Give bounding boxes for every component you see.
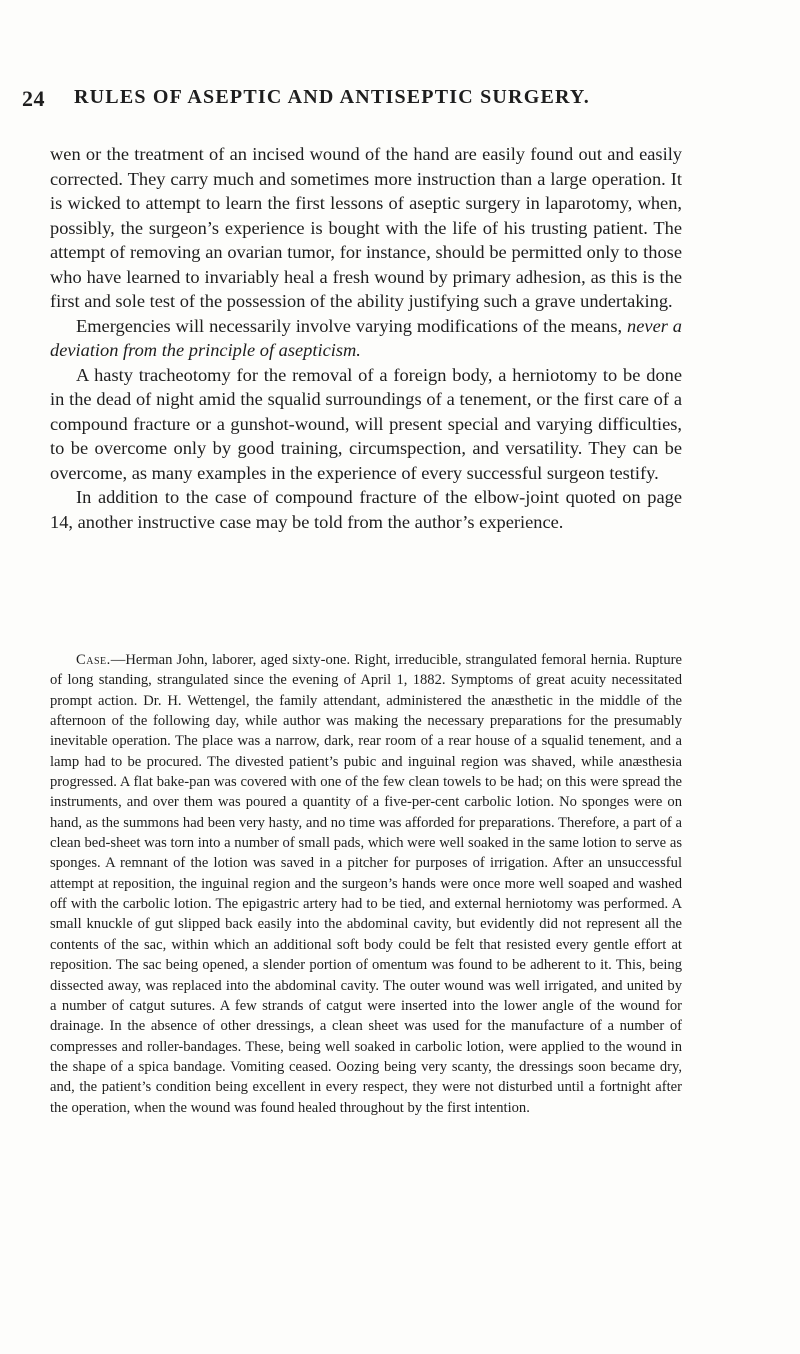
case-report [50,650,682,1118]
paragraph-addition: In addition to the case of compound fracture of the elbow-joint quoted on page 14, another instructive case may be told from the author’s experience. [50,487,682,532]
emphasized-text: never a deviation from the principle of asepticism. [50,315,682,360]
case-label: Case. [76,652,111,668]
page-number: 24 [22,86,45,111]
case-text: —Herman John, laborer, aged sixty-one. Right, irreducible, strangulated femoral hernia. Rupture of long standing, strangulated since the evening of April 1, 1882. Symptoms of great acuity necessitated prompt action. Dr. H. Wettengel, the family attendant, administered the anæsthetic in the middle of the afternoon of the following day, while author was making the necessary preparations for the presumably inevitable operation. The place was a narrow, dark, rear room of a rear house of a squalid tenement, and a lamp had to be procured. The divested patient’s pubic and inguinal region was shaved, while anæsthesia progressed. A flat bake-pan was covered with one of the few clean towels to be had; on this were spread the instruments, and over them was poured a quantity of a five-per-cent carbolic lotion. No sponges were on hand, as the summons had been very hasty, and no time was afforded for preparations. Therefore, a part of a clean bed-sheet was torn into a number of small pads, which were well soaked in the same lotion to serve as sponges. A remnant of the lotion was saved in a pitcher for purposes of irrigation. After an unsuccessful attempt at reposition, the inguinal region and the surgeon’s hands were once more well soaped and washed off with the carbolic lotion. The epigastric artery had to be tied, and external herniotomy was performed. A small knuckle of gut slipped back easily into the abdominal cavity, but evidently did not represent all the contents of the sac, within which an additional soft body could be felt that resisted every gentle effort at reposition. The sac being opened, a slender portion of omentum was found to be adherent to it. This, being dissected away, was replaced into the abdominal cavity. The outer wound was well irrigated, and united by a number of catgut sutures. A few strands of catgut were inserted into the lower angle of the wound for drainage. In the absence of other dressings, a clean sheet was used for the manufacture of a number of compresses and roller-bandages. These, being well soaked in carbolic lotion, were applied to the wound in the shape of a spica bandage. Vomiting ceased. Oozing being very scanty, the dressings soon became dry, and, the patient’s condition being excellent in every respect, they were not disturbed until a fortnight after the operation, when the wound was found healed throughout by the first intention. [50,652,682,1116]
running-header [22,86,692,116]
running-title: RULES OF ASEPTIC AND ANTISEPTIC SURGERY. [74,86,590,108]
paragraph-continuation: wen or the treatment of an incised wound of the hand are easily found out and easily corrected. They carry much and sometimes more instruction than a large operation. It is wicked to attempt to learn the first lessons of aseptic surgery in laparotomy, when, possibly, the surgeon’s experience is bought with the life of his trusting patient. The attempt of removing an ovarian tumor, for instance, should be permitted only to those who have learned to invariably heal a fresh wound by primary adhesion, as this is the first and sole test of the possession of the ability justifying such a grave undertaking. [50,144,682,311]
paragraph-text: Emergencies will necessarily involve varying modifications of the means, [76,315,628,336]
main-text [50,142,682,534]
paragraph-tracheotomy: A hasty tracheotomy for the removal of a foreign body, a herniotomy to be done in the dead of night amid the squalid surroundings of a tenement, or the first care of a compound fracture or a gunshot-wound, will present special and varying difficulties, to be overcome only by good training, circumspection, and versatility. They can be overcome, as many examples in the experience of every successful surgeon testify. [50,364,682,483]
paragraph-emergencies [50,314,682,363]
